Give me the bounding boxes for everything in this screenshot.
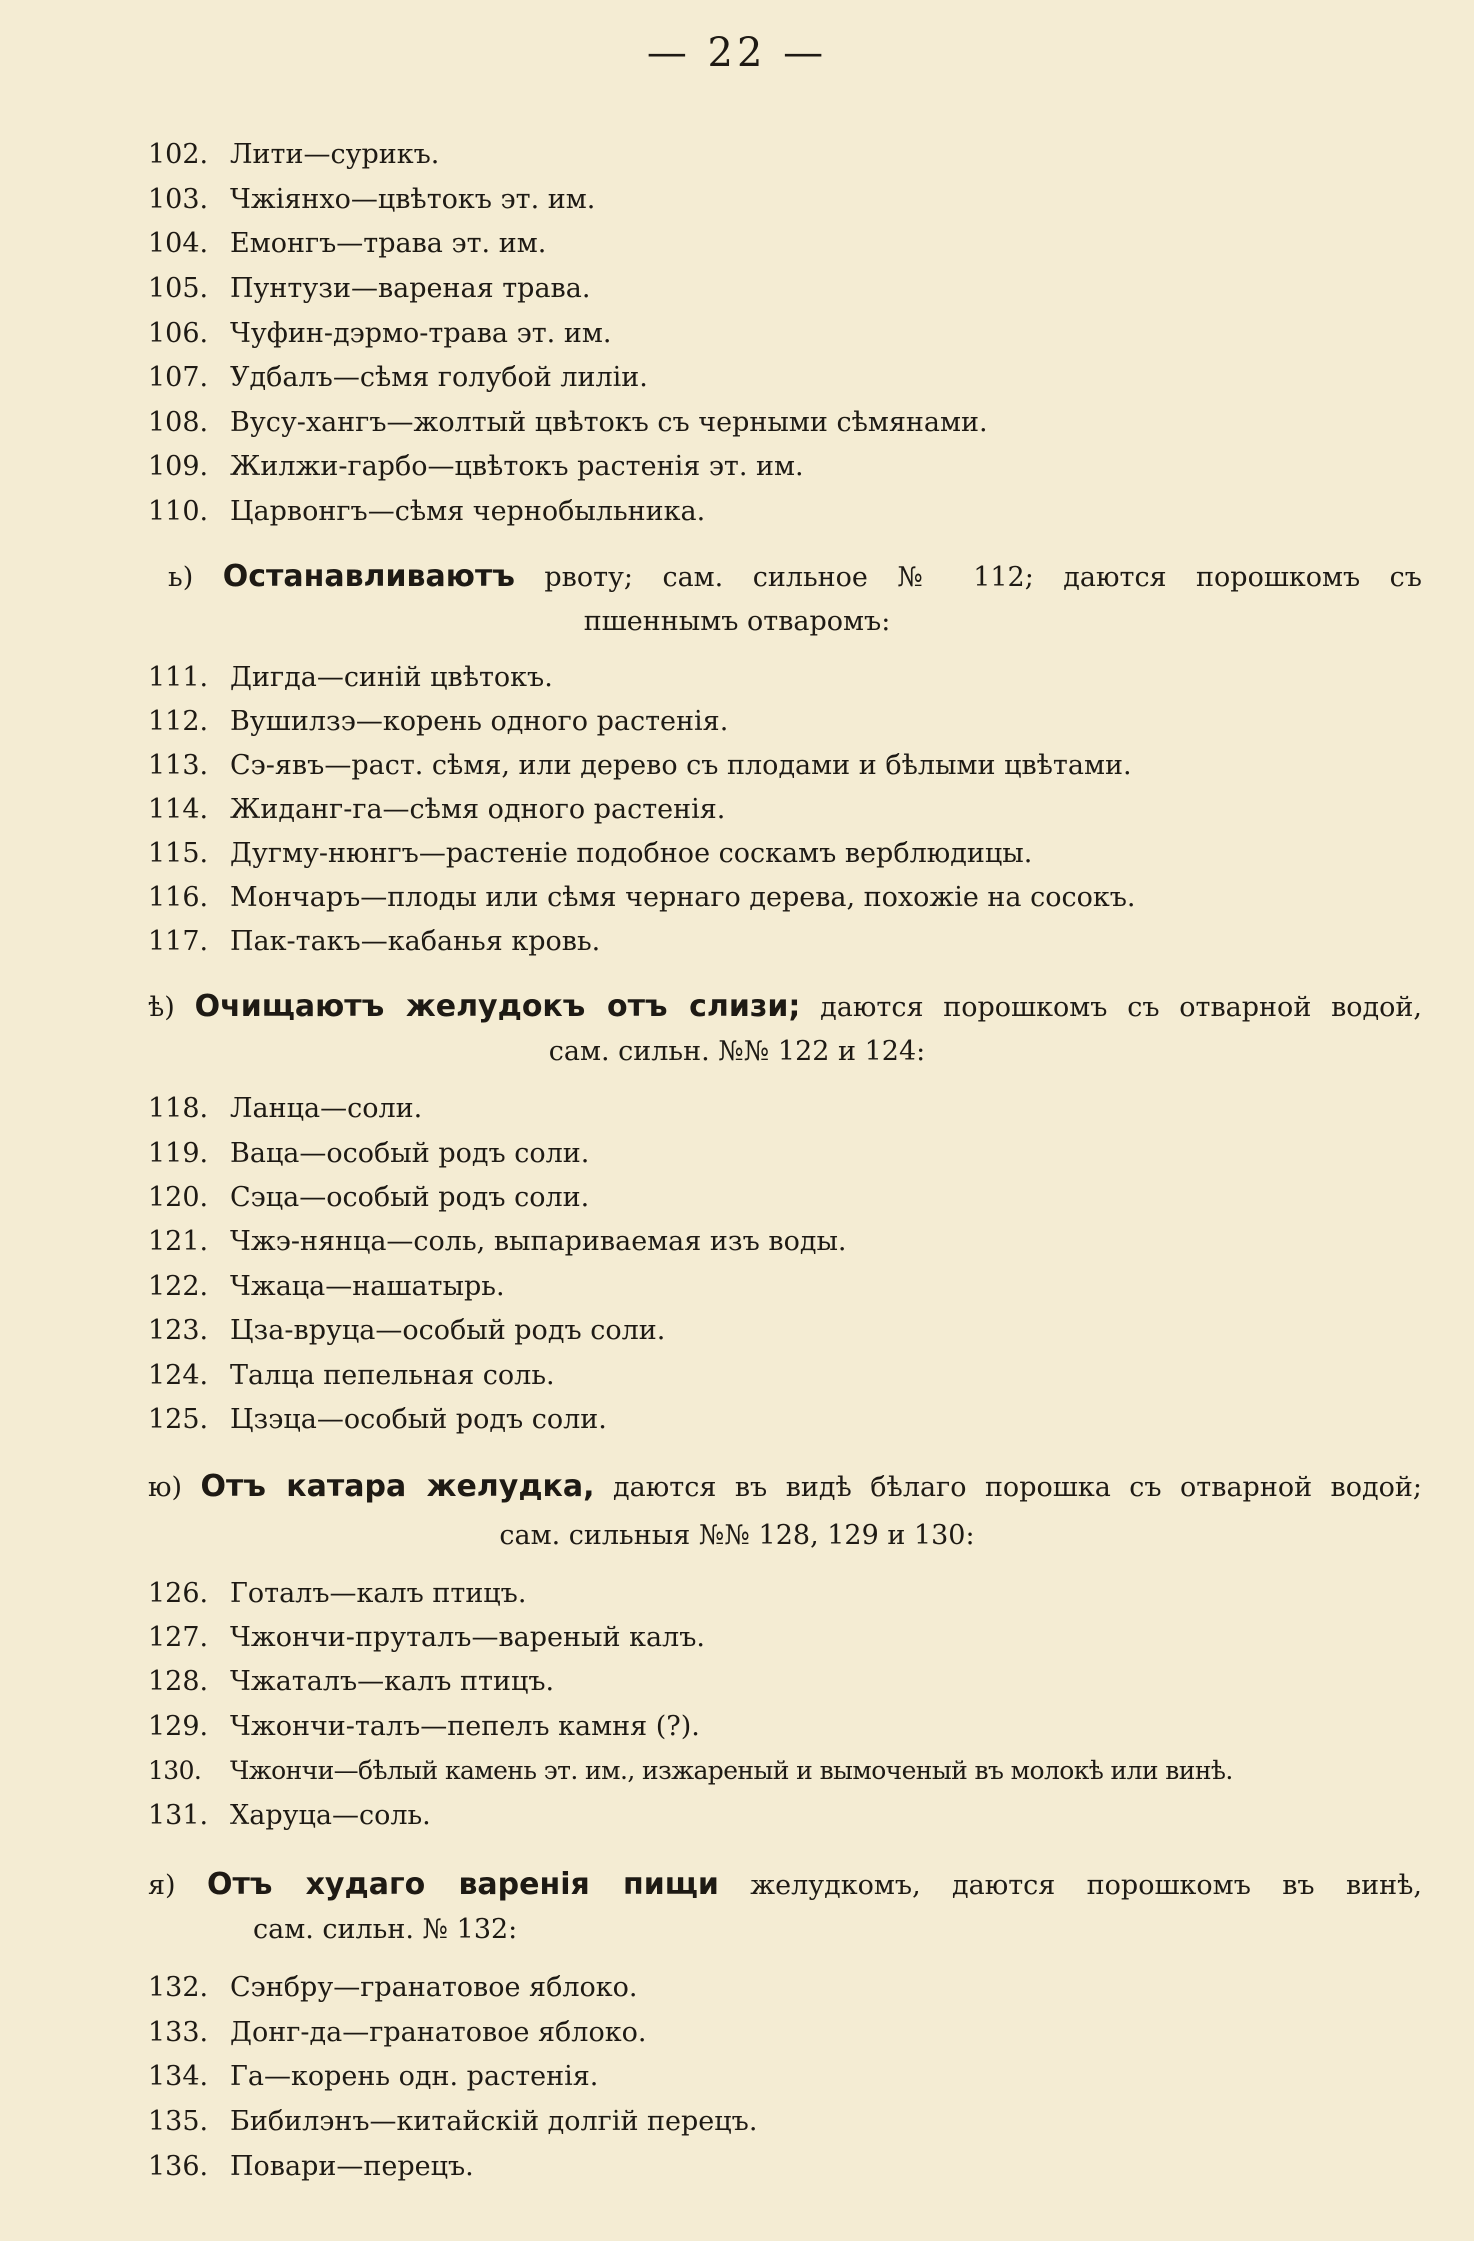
item-text: Дугму-нюнгъ—растеніе подобное соскамъ верблюдицы. (230, 838, 1033, 869)
list-item (148, 1178, 1404, 1218)
item-text: Царвонгъ—сѣмя чернобыльника. (230, 496, 706, 527)
item-number: 104. (148, 228, 209, 259)
item-text: Харуца—соль. (230, 1800, 431, 1831)
list-item (148, 1796, 1404, 1836)
list-item (148, 834, 1404, 874)
item-number: 117. (148, 926, 209, 957)
item-number: 121. (148, 1226, 209, 1257)
list-item (148, 1267, 1404, 1307)
list-item (148, 135, 1404, 175)
list-item (148, 1707, 1404, 1747)
section-continuation: пшеннымъ отваромъ: (583, 606, 891, 637)
list-item (148, 922, 1404, 962)
page-number: — 22 — (646, 30, 828, 76)
list-item (148, 447, 1404, 487)
list-item (148, 1574, 1404, 1614)
item-text: Чжончи—бѣлый камень эт. им., изжареный и вымоченый въ молокѣ или винѣ. (230, 1756, 1233, 1785)
item-text: Жиданг-га—сѣмя одного растенія. (230, 794, 726, 825)
item-number: 127. (148, 1622, 209, 1653)
item-number: 126. (148, 1578, 209, 1609)
item-text: Чжаталъ—калъ птицъ. (230, 1666, 555, 1697)
list-item (148, 1089, 1404, 1129)
item-text: Донг-да—гранатовое яблоко. (230, 2017, 647, 2048)
list-item (148, 702, 1404, 742)
item-number: 128. (148, 1666, 209, 1697)
item-text: Чжіянхо—цвѣтокъ эт. им. (230, 184, 596, 215)
item-text: Чжэ-нянца—соль, выпариваемая изъ воды. (230, 1226, 847, 1257)
item-text: Сэца—особый родъ соли. (230, 1182, 590, 1213)
item-number: 132. (148, 1972, 209, 2003)
item-number: 134. (148, 2061, 209, 2092)
item-number: 136. (148, 2151, 209, 2182)
item-number: 131. (148, 1800, 209, 1831)
section-letter: ѣ) (148, 992, 175, 1023)
item-number: 118. (148, 1093, 209, 1124)
item-number: 119. (148, 1138, 209, 1169)
item-text: Чжончи-талъ—пепелъ камня (?). (230, 1711, 700, 1742)
section-text: даются въ видѣ бѣлаго порошка съ отварной водой; (613, 1472, 1422, 1503)
item-text: Бибилэнъ—китайскій долгій перецъ. (230, 2106, 758, 2137)
item-number: 122. (148, 1271, 209, 1302)
section-heading (148, 1464, 1422, 1511)
list-item (148, 403, 1404, 443)
item-number: 135. (148, 2106, 209, 2137)
section-text: рвоту; сам. сильное № 112; даются порошкомъ съ (544, 562, 1422, 593)
list-item (148, 1400, 1404, 1440)
item-number: 106. (148, 318, 209, 349)
list-item (148, 1618, 1404, 1658)
item-number: 130. (148, 1756, 202, 1785)
section-title: Очищаютъ желудокъ отъ слизи; (194, 989, 801, 1024)
list-item (148, 1662, 1404, 1702)
list-item (148, 658, 1404, 698)
list-item (148, 1222, 1404, 1262)
section-continuation: сам. сильн. № 132: (253, 1914, 518, 1945)
list-item (148, 2102, 1404, 2142)
item-number: 113. (148, 750, 209, 781)
item-text: Сэнбру—гранатовое яблоко. (230, 1972, 638, 2003)
item-text: Сэ-явъ—раст. сѣмя, или дерево съ плодами и бѣлыми цвѣтами. (230, 750, 1132, 781)
item-number: 108. (148, 407, 209, 438)
item-number: 133. (148, 2017, 209, 2048)
item-number: 102. (148, 139, 209, 170)
item-number: 120. (148, 1182, 209, 1213)
item-text: Емонгъ—трава эт. им. (230, 228, 547, 259)
list-item (148, 878, 1404, 918)
list-item (148, 790, 1404, 830)
item-number: 115. (148, 838, 209, 869)
item-text: Га—корень одн. растенія. (230, 2061, 599, 2092)
item-text: Мончаръ—плоды или сѣмя чернаго дерева, похожіе на сосокъ. (230, 882, 1136, 913)
item-number: 116. (148, 882, 209, 913)
item-text: Удбалъ—сѣмя голубой лиліи. (230, 362, 648, 393)
list-item (148, 2147, 1404, 2187)
item-text: Вусу-хангъ—жолтый цвѣтокъ съ черными сѣмянами. (230, 407, 988, 438)
list-item (148, 1311, 1404, 1351)
list-item (148, 2057, 1404, 2097)
item-text: Жилжи-гарбо—цвѣтокъ растенія эт. им. (230, 451, 804, 482)
item-number: 110. (148, 496, 209, 527)
list-item (148, 314, 1404, 354)
item-text: Чуфин-дэрмо-трава эт. им. (230, 318, 612, 349)
item-number: 124. (148, 1360, 209, 1391)
item-number: 114. (148, 794, 209, 825)
list-item (148, 492, 1404, 532)
section-letter: я) (148, 1870, 176, 1901)
item-number: 103. (148, 184, 209, 215)
item-number: 125. (148, 1404, 209, 1435)
list-item (148, 269, 1404, 309)
list-item (148, 746, 1404, 786)
item-number: 111. (148, 662, 209, 693)
item-text: Дигда—синій цвѣтокъ. (230, 662, 553, 693)
item-text: Ланца—соли. (230, 1093, 423, 1124)
item-text: Талца пепельная соль. (230, 1360, 555, 1391)
list-item (148, 1134, 1404, 1174)
list-item (148, 1356, 1404, 1396)
section-title: Останавливаютъ (222, 559, 515, 594)
item-number: 109. (148, 451, 209, 482)
item-text: Вушилзэ—корень одного растенія. (230, 706, 729, 737)
section-heading (148, 984, 1422, 1031)
item-text: Пунтузи—вареная трава. (230, 273, 591, 304)
list-item (148, 180, 1404, 220)
section-title: Отъ худаго варенія пищи (206, 1867, 719, 1902)
item-number: 123. (148, 1315, 209, 1346)
item-text: Готалъ—калъ птицъ. (230, 1578, 527, 1609)
list-item (148, 2013, 1404, 2053)
section-letter: ь) (168, 562, 194, 593)
list-item (148, 1751, 1404, 1791)
item-text: Чжончи-пруталъ—вареный калъ. (230, 1622, 705, 1653)
item-text: Цзэца—особый родъ соли. (230, 1404, 607, 1435)
section-text: желудкомъ, даются порошкомъ въ винѣ, (750, 1870, 1422, 1901)
item-text: Лити—сурикъ. (230, 139, 440, 170)
item-number: 107. (148, 362, 209, 393)
item-text: Пак-такъ—кабанья кровь. (230, 926, 601, 957)
list-item (148, 1968, 1404, 2008)
section-heading (148, 1862, 1422, 1909)
item-text: Чжаца—нашатырь. (230, 1271, 505, 1302)
list-item (148, 224, 1404, 264)
list-item (148, 358, 1404, 398)
section-continuation: сам. сильн. №№ 122 и 124: (548, 1036, 926, 1067)
section-title: Отъ катара желудка, (200, 1469, 595, 1504)
item-number: 105. (148, 273, 209, 304)
item-text: Повари—перецъ. (230, 2151, 474, 2182)
item-number: 112. (148, 706, 209, 737)
item-number: 129. (148, 1711, 209, 1742)
section-heading (168, 554, 1422, 601)
item-text: Ваца—особый родъ соли. (230, 1138, 590, 1169)
item-text: Цза-вруца—особый родъ соли. (230, 1315, 666, 1346)
section-letter: ю) (148, 1472, 183, 1503)
section-continuation: сам. сильныя №№ 128, 129 и 130: (499, 1520, 975, 1551)
section-text: даются порошкомъ съ отварной водой, (820, 992, 1422, 1023)
